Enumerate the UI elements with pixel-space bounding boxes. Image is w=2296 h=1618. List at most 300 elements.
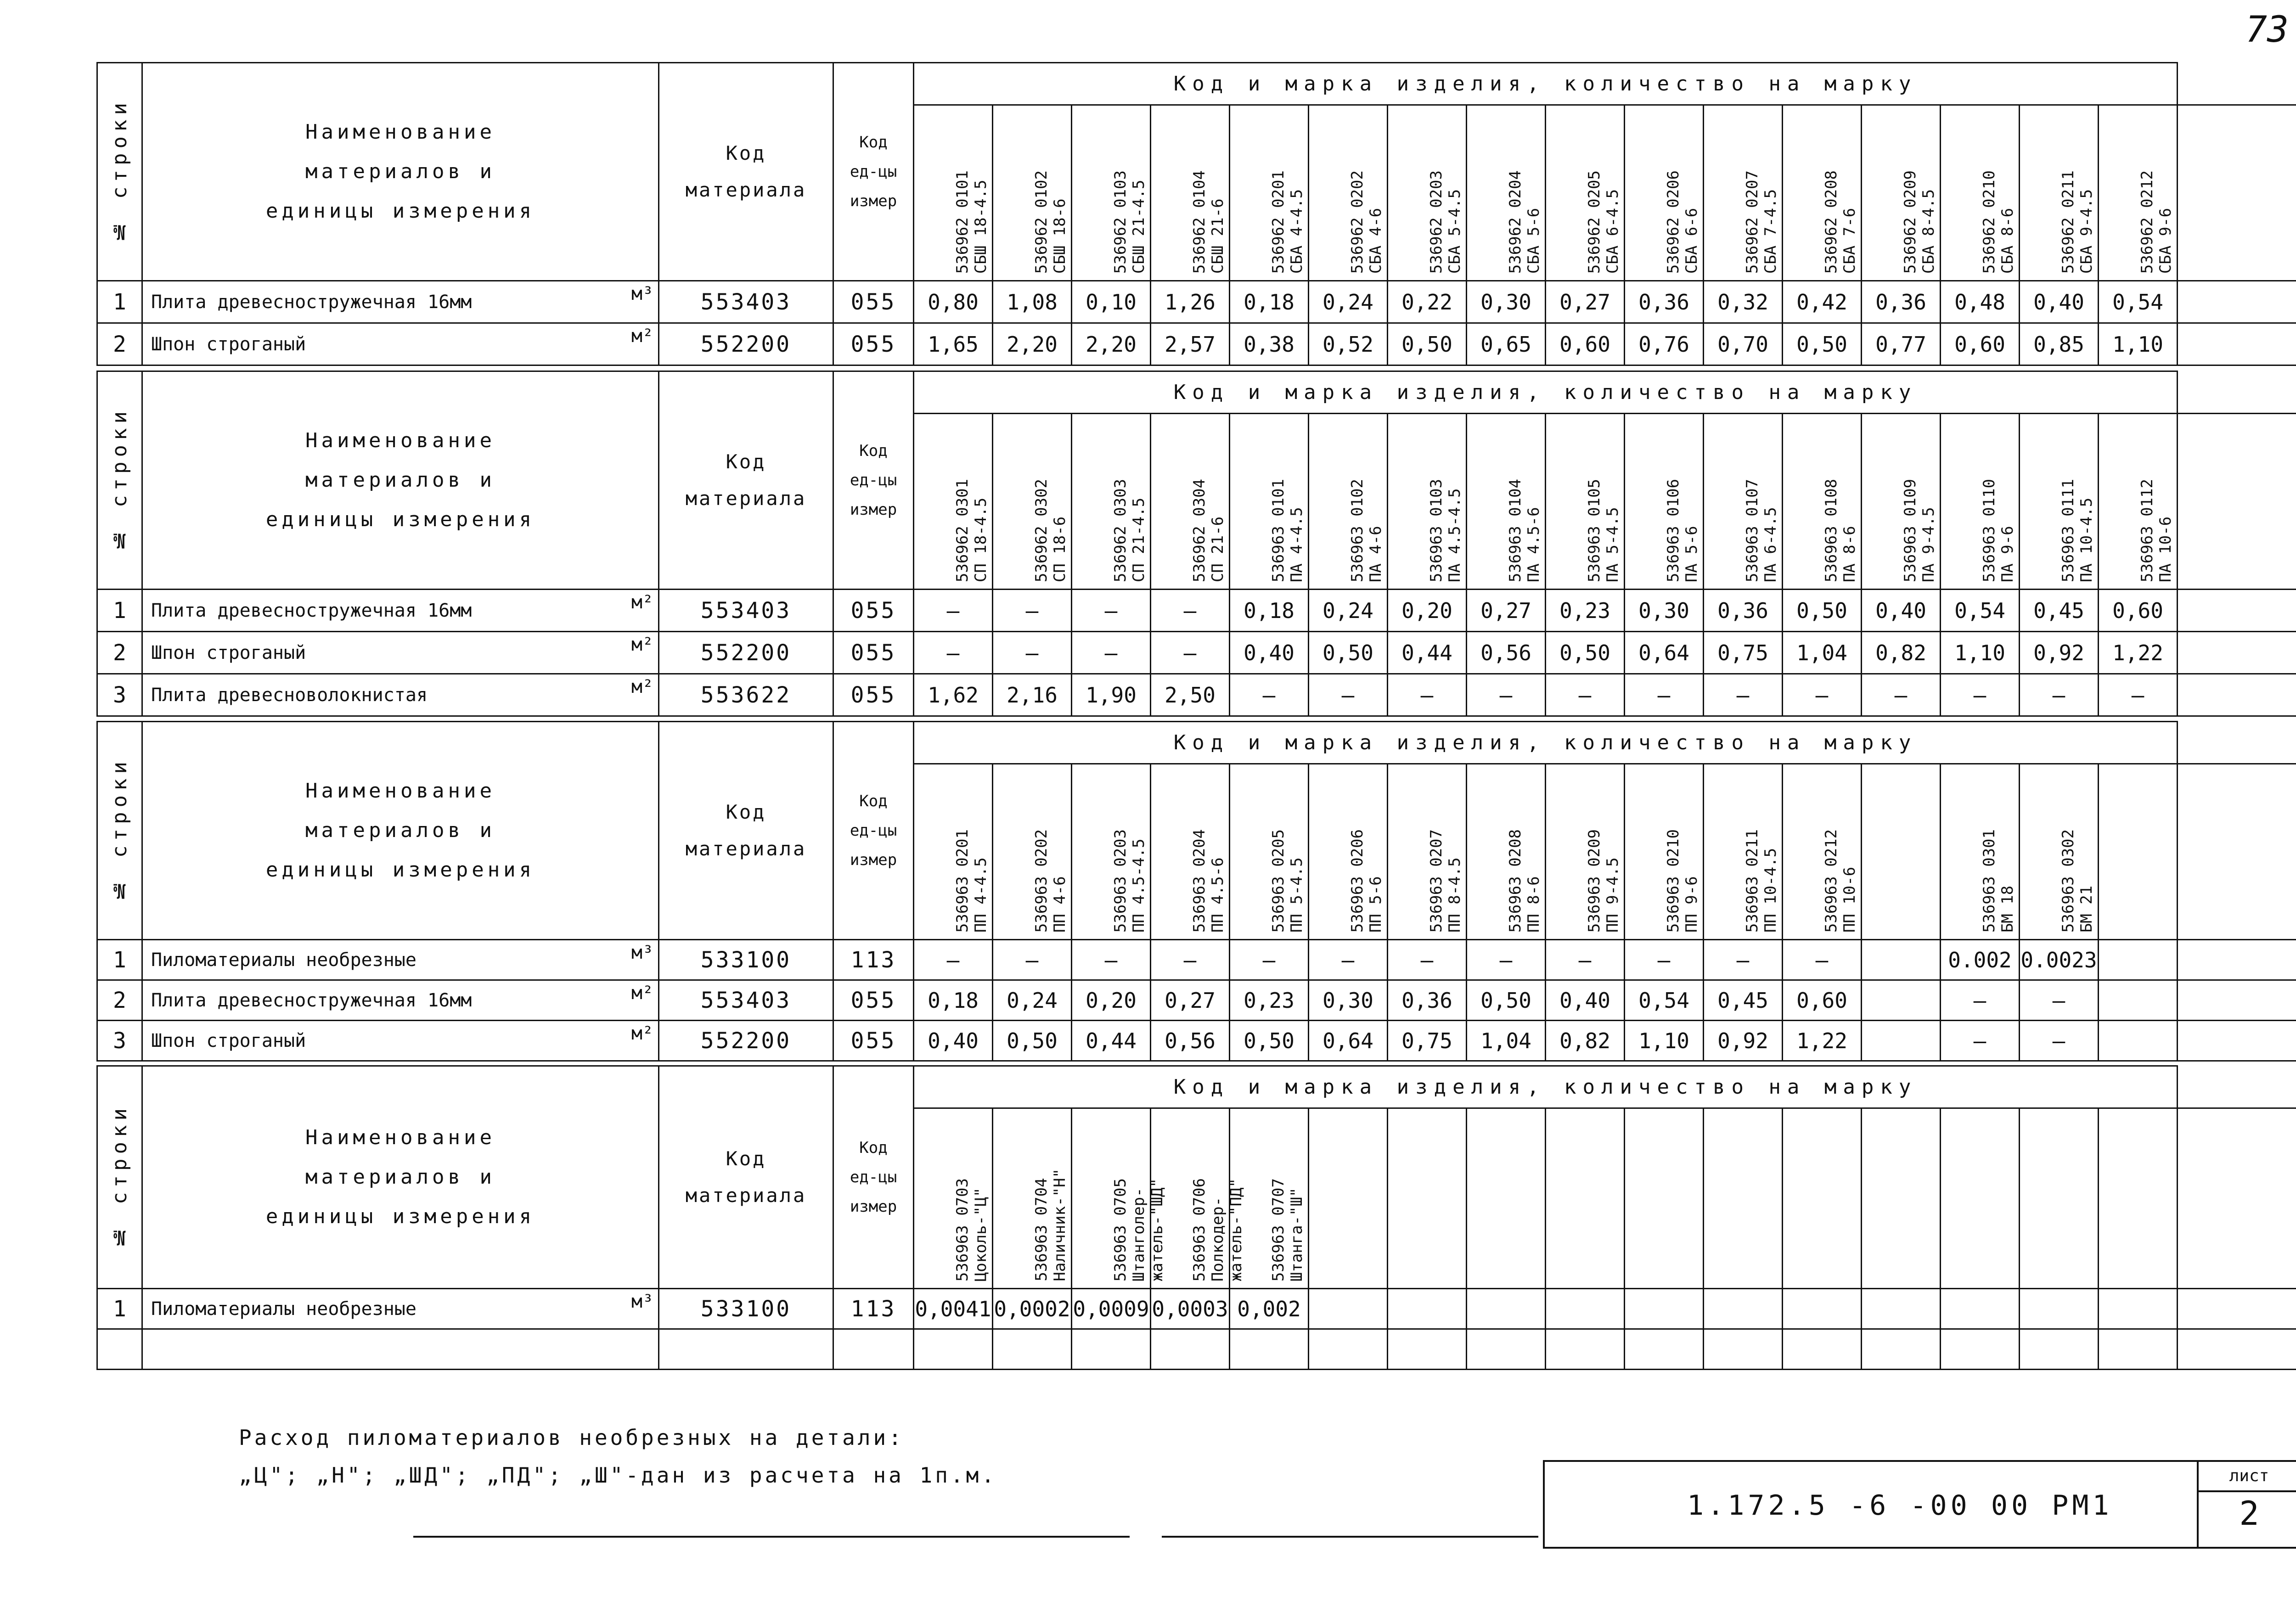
- product-code-label: 536962 0208 СБА 7-6: [1822, 170, 1859, 274]
- material-code-header-line: материала: [685, 837, 807, 860]
- quantity-cell: 0,50: [1388, 323, 1467, 365]
- product-header-cell: [1467, 1108, 1546, 1289]
- material-name-header-line: Наименование: [305, 429, 495, 452]
- unit-code-header: [833, 1066, 914, 1289]
- quantity-cell: —: [2020, 980, 2099, 1021]
- quantity-cell: [1783, 1329, 1862, 1370]
- material-code-header: [659, 371, 833, 590]
- unit-of-measure: м³: [631, 1291, 653, 1312]
- quantity-cell: 0,50: [1546, 632, 1625, 674]
- product-header: [1151, 764, 1229, 939]
- material-name: [142, 980, 659, 1021]
- product-header: [993, 764, 1071, 939]
- unit-code-header-line: Код: [859, 442, 888, 460]
- quantity-cell: [2099, 940, 2178, 980]
- product-header: [1072, 1109, 1166, 1288]
- quantity-cell: 0,20: [1388, 590, 1467, 632]
- quantity-cell: 0,45: [1704, 980, 1783, 1021]
- document-code: 1.172.5 -6 -00 00 РМ1: [1687, 1489, 2113, 1522]
- quantity-cell: —: [1072, 590, 1151, 632]
- quantity-cell: —: [1862, 674, 1941, 716]
- material-name-header-line: материалов и: [305, 1165, 495, 1189]
- row-extra-cell: [2178, 632, 2296, 674]
- quantity-cell: 0,40: [1862, 590, 1941, 632]
- material-code-header-line: материала: [685, 1184, 807, 1207]
- unit-code: 055: [833, 674, 914, 716]
- product-code-label: 536962 0301 СП 18-4.5: [953, 478, 990, 582]
- product-header-cell: [2020, 1108, 2099, 1289]
- product-code-label: 536963 0705 Штанголер- жатель-"ШД": [1111, 1178, 1166, 1281]
- unit-code-header-line: измер: [850, 851, 897, 869]
- unit-of-measure: м²: [631, 676, 653, 697]
- product-header: [1625, 106, 1703, 280]
- row-extra-cell: [2178, 1329, 2296, 1370]
- section-3-table: [96, 721, 2296, 1062]
- quantity-cell: [1388, 1329, 1467, 1370]
- product-header-cell: [1941, 764, 2020, 940]
- product-header-cell: [914, 105, 993, 281]
- quantity-cell: 1,90: [1072, 674, 1151, 716]
- unit-code: 055: [833, 632, 914, 674]
- product-header-cell: [914, 414, 993, 590]
- quantity-cell: —: [1941, 980, 2020, 1021]
- quantity-cell: 0,36: [1704, 590, 1783, 632]
- product-header-cell: [1783, 1108, 1862, 1289]
- material-name: [142, 323, 659, 365]
- unit-of-measure: м²: [631, 634, 653, 655]
- quantity-cell: [2099, 1289, 2178, 1329]
- product-header-cell: [914, 1108, 993, 1289]
- quantity-cell: —: [1151, 940, 1230, 980]
- product-header-cell: [1704, 105, 1783, 281]
- product-header: [2099, 106, 2177, 280]
- product-header-cell: [1309, 764, 1388, 940]
- product-code-label: 536963 0707 Штанга-"Ш": [1269, 1178, 1306, 1281]
- material-name: [142, 1329, 659, 1370]
- product-header: [2099, 414, 2177, 589]
- quantity-cell: —: [1783, 940, 1862, 980]
- product-header: [914, 106, 992, 280]
- material-name-header-line: материалов и: [305, 819, 495, 842]
- quantity-cell: 0,60: [1783, 980, 1862, 1021]
- product-code-label: 536963 0703 Цоколь-"Ц": [953, 1178, 990, 1281]
- row-number-label: № строки: [108, 757, 131, 903]
- quantity-cell: 0,75: [1388, 1021, 1467, 1061]
- quantity-cell: —: [2020, 674, 2099, 716]
- quantity-cell: —: [914, 632, 993, 674]
- product-header-cell: [1783, 764, 1862, 940]
- quantity-cell: —: [1151, 590, 1230, 632]
- quantity-cell: —: [1546, 674, 1625, 716]
- product-header: [1230, 414, 1308, 589]
- product-header-cell: [1862, 105, 1941, 281]
- product-header: [1783, 764, 1861, 939]
- quantity-cell: 1,22: [2099, 632, 2178, 674]
- product-header-extra: [2178, 105, 2296, 281]
- quantity-cell: 0,36: [1862, 281, 1941, 323]
- product-header-cell: [1151, 1108, 1245, 1289]
- material-name-text: Шпон строганый: [151, 642, 306, 663]
- quantity-cell: 0,45: [2020, 590, 2099, 632]
- quantity-cell: 0,10: [1072, 281, 1151, 323]
- unit-of-measure: м³: [631, 942, 653, 963]
- material-name-header: [142, 722, 659, 940]
- product-code-label: 536962 0205 СБА 6-4.5: [1585, 170, 1622, 274]
- material-name-text: Шпон строганый: [151, 333, 306, 355]
- quantity-cell: 0.0023: [2020, 940, 2099, 980]
- product-header: [1783, 414, 1861, 589]
- product-header: [1941, 764, 2019, 939]
- product-code-label: 536962 0210 СБА 8-6: [1980, 170, 2017, 274]
- product-header: [1704, 414, 1782, 589]
- unit-code: 055: [833, 1021, 914, 1061]
- row-extra-cell: [2178, 590, 2296, 632]
- product-header: [1467, 106, 1545, 280]
- quantity-cell: [1388, 1289, 1467, 1329]
- quantity-cell: 0,50: [1467, 980, 1546, 1021]
- section-title: Код и марка изделия, количество на марку: [914, 371, 2178, 414]
- quantity-cell: 0,80: [914, 281, 993, 323]
- quantity-cell: 1,62: [914, 674, 993, 716]
- quantity-cell: 0,18: [914, 980, 993, 1021]
- quantity-cell: 0,40: [1546, 980, 1625, 1021]
- material-name-header-line: единицы измерения: [265, 199, 535, 223]
- product-header: [2099, 764, 2177, 939]
- quantity-cell: 2,20: [993, 323, 1072, 365]
- material-code-header: [659, 1066, 833, 1289]
- product-code-label: 536962 0102 СБШ 18-6: [1032, 170, 1069, 274]
- row-extra-cell: [2178, 980, 2296, 1021]
- product-header-cell: [1388, 414, 1467, 590]
- section-title: Код и марка изделия, количество на марку: [914, 722, 2178, 764]
- quantity-cell: [1467, 1289, 1546, 1329]
- unit-code-header-line: ед-цы: [850, 471, 897, 489]
- quantity-cell: [1862, 1289, 1941, 1329]
- quantity-cell: 0,24: [1309, 281, 1388, 323]
- product-header-cell: [914, 764, 993, 940]
- material-name-text: Плита древесноволокнистая: [151, 684, 428, 706]
- product-header-cell: [1783, 414, 1862, 590]
- product-header: [1625, 764, 1703, 939]
- product-code-label: 536963 0112 ПА 10-6: [2138, 478, 2175, 582]
- product-code-label: 536963 0210 ПП 9-6: [1664, 829, 1701, 933]
- product-code-label: 536962 0104 СБШ 21-6: [1190, 170, 1227, 274]
- product-header: [1072, 106, 1150, 280]
- product-header-cell: [1546, 414, 1625, 590]
- product-header-cell: [2020, 105, 2099, 281]
- quantity-cell: 0,32: [1704, 281, 1783, 323]
- product-header: [1546, 414, 1624, 589]
- quantity-cell: —: [1230, 940, 1309, 980]
- quantity-cell: 0,92: [1704, 1021, 1783, 1061]
- material-name-header-line: единицы измерения: [265, 858, 535, 882]
- product-code-label: 536963 0211 ПП 10-4.5: [1743, 829, 1780, 933]
- product-header-cell: [993, 1108, 1072, 1289]
- unit-code-header-line: измер: [850, 1197, 897, 1216]
- quantity-cell: 1,10: [1941, 632, 2020, 674]
- product-header: [2020, 1109, 2098, 1288]
- product-code-label: 536963 0212 ПП 10-6: [1822, 829, 1859, 933]
- quantity-cell: —: [1388, 940, 1467, 980]
- product-header-cell: [1862, 1108, 1941, 1289]
- quantity-cell: —: [1704, 940, 1783, 980]
- unit-code-header-line: ед-цы: [850, 821, 897, 840]
- quantity-cell: —: [914, 940, 993, 980]
- row-extra-cell: [2178, 1289, 2296, 1329]
- quantity-cell: [2099, 1021, 2178, 1061]
- product-header: [1625, 1109, 1703, 1288]
- row-extra-cell: [2178, 674, 2296, 716]
- material-code: 553403: [659, 281, 833, 323]
- quantity-cell: [1941, 1329, 2020, 1370]
- section-spacer: [2178, 722, 2296, 764]
- row-number-header: [97, 1066, 142, 1289]
- row-number-label: № строки: [108, 406, 131, 552]
- section-1-table: [96, 62, 2296, 366]
- product-header-cell: [1862, 414, 1941, 590]
- material-name-header: [142, 1066, 659, 1289]
- section-title: Код и марка изделия, количество на марку: [914, 1066, 2178, 1108]
- row-number-label: № строки: [108, 1103, 131, 1249]
- row-extra-cell: [2178, 323, 2296, 365]
- quantity-cell: —: [1072, 940, 1151, 980]
- material-code-header-line: Код: [726, 450, 766, 473]
- quantity-cell: 0,40: [914, 1021, 993, 1061]
- material-name: [142, 940, 659, 980]
- row-number-header: [97, 63, 142, 281]
- quantity-cell: —: [1309, 674, 1388, 716]
- quantity-cell: —: [1625, 940, 1704, 980]
- quantity-cell: —: [2020, 1021, 2099, 1061]
- quantity-cell: 1,26: [1151, 281, 1230, 323]
- product-header: [1862, 764, 1940, 939]
- material-code: 552200: [659, 632, 833, 674]
- product-header-cell: [1546, 1108, 1625, 1289]
- material-name-header: [142, 371, 659, 590]
- quantity-cell: 1,65: [914, 323, 993, 365]
- product-code-label: 536962 0204 СБА 5-6: [1506, 170, 1543, 274]
- row-number-header: [97, 371, 142, 590]
- product-header: [1388, 414, 1466, 589]
- unit-code-header-line: ед-цы: [850, 1168, 897, 1186]
- product-header: [1151, 414, 1229, 589]
- row-number: 3: [97, 1021, 142, 1061]
- product-header: [1625, 414, 1703, 589]
- quantity-cell: [914, 1329, 993, 1370]
- material-code-header: [659, 722, 833, 940]
- product-header: [1467, 414, 1545, 589]
- unit-code-header-line: Код: [859, 133, 888, 152]
- material-code: 553622: [659, 674, 833, 716]
- material-name-header-line: единицы измерения: [265, 508, 535, 531]
- quantity-cell: 0,0009: [1072, 1289, 1151, 1329]
- unit-code: 055: [833, 590, 914, 632]
- unit-code-header-line: Код: [859, 792, 888, 810]
- product-header-cell: [1230, 764, 1309, 940]
- product-header: [1546, 764, 1624, 939]
- product-code-label: 536962 0101 СБШ 18-4.5: [953, 170, 990, 274]
- product-code-label: 536962 0304 СП 21-6: [1190, 478, 1227, 582]
- quantity-cell: 0,85: [2020, 323, 2099, 365]
- quantity-cell: [1862, 980, 1941, 1021]
- product-header-cell: [1704, 764, 1783, 940]
- product-header: [993, 1109, 1071, 1288]
- quantity-cell: —: [2099, 674, 2178, 716]
- quantity-cell: 2,20: [1072, 323, 1151, 365]
- quantity-cell: —: [1704, 674, 1783, 716]
- quantity-cell: 0,44: [1388, 632, 1467, 674]
- quantity-cell: 0,27: [1151, 980, 1230, 1021]
- product-header: [914, 1109, 992, 1288]
- unit-of-measure: м²: [631, 983, 653, 1004]
- product-header-cell: [2020, 764, 2099, 940]
- product-header: [993, 414, 1071, 589]
- quantity-cell: 0,48: [1941, 281, 2020, 323]
- product-header-cell: [1309, 1108, 1388, 1289]
- product-code-label: 536963 0202 ПП 4-6: [1032, 829, 1069, 933]
- sheet-label: лист: [2199, 1462, 2296, 1492]
- product-code-label: 536963 0102 ПА 4-6: [1348, 478, 1385, 582]
- row-number: 1: [97, 281, 142, 323]
- product-header: [1467, 1109, 1545, 1288]
- quantity-cell: 0,56: [1151, 1021, 1230, 1061]
- section-spacer: [2178, 1066, 2296, 1108]
- quantity-cell: 0,27: [1467, 590, 1546, 632]
- product-header-cell: [1230, 414, 1309, 590]
- material-name-header-line: материалов и: [305, 468, 495, 492]
- product-header-cell: [993, 414, 1072, 590]
- sheet-number: 73: [2245, 9, 2289, 51]
- quantity-cell: —: [1388, 674, 1467, 716]
- quantity-cell: [1862, 1021, 1941, 1061]
- product-header: [2020, 414, 2098, 589]
- quantity-cell: [2099, 980, 2178, 1021]
- product-header: [914, 414, 992, 589]
- product-header: [1467, 764, 1545, 939]
- quantity-cell: 0,75: [1704, 632, 1783, 674]
- title-block: [1543, 1460, 2296, 1549]
- quantity-cell: 0,52: [1309, 323, 1388, 365]
- material-name-header-line: Наименование: [305, 779, 495, 803]
- quantity-cell: —: [1467, 940, 1546, 980]
- quantity-cell: [1704, 1329, 1783, 1370]
- material-code: 533100: [659, 1289, 833, 1329]
- product-header-cell: [1388, 105, 1467, 281]
- quantity-cell: 0,64: [1625, 632, 1704, 674]
- quantity-cell: —: [1072, 632, 1151, 674]
- material-name-header: [142, 63, 659, 281]
- product-header-cell: [1388, 1108, 1467, 1289]
- quantity-cell: 0,60: [2099, 590, 2178, 632]
- row-number-header: [97, 722, 142, 940]
- material-name: [142, 1289, 659, 1329]
- product-header-cell: [1309, 105, 1388, 281]
- product-code-label: 536962 0303 СП 21-4.5: [1111, 478, 1148, 582]
- material-name: [142, 590, 659, 632]
- material-name-text: Пиломатериалы необрезные: [151, 949, 416, 971]
- product-header: [993, 106, 1071, 280]
- quantity-cell: 1,08: [993, 281, 1072, 323]
- row-number: [97, 1329, 142, 1370]
- product-code-label: 536963 0105 ПА 5-4.5: [1585, 478, 1622, 582]
- unit-code-header-line: измер: [850, 500, 897, 519]
- quantity-cell: 0,54: [1941, 590, 2020, 632]
- quantity-cell: 0,56: [1467, 632, 1546, 674]
- product-header-cell: [1388, 764, 1467, 940]
- quantity-cell: [1625, 1289, 1704, 1329]
- quantity-cell: [1546, 1289, 1625, 1329]
- material-code-header-line: материала: [685, 179, 807, 201]
- product-header-cell: [1467, 105, 1546, 281]
- unit-code-header-line: Код: [859, 1139, 888, 1157]
- quantity-cell: [1309, 1329, 1388, 1370]
- signature-line-1: [413, 1536, 1130, 1538]
- row-extra-cell: [2178, 1021, 2296, 1061]
- product-header-cell: [1941, 1108, 2020, 1289]
- unit-code-header-line: ед-цы: [850, 163, 897, 181]
- quantity-cell: [1783, 1289, 1862, 1329]
- product-code-label: 536963 0101 ПА 4-4.5: [1269, 478, 1306, 582]
- section-title: Код и марка изделия, количество на марку: [914, 63, 2178, 105]
- product-code-label: 536963 0208 ПП 8-6: [1506, 829, 1543, 933]
- product-code-label: 536963 0201 ПП 4-4.5: [953, 829, 990, 933]
- product-header: [1546, 106, 1624, 280]
- quantity-cell: 0,38: [1230, 323, 1309, 365]
- product-header: [1546, 1109, 1624, 1288]
- quantity-cell: 0,50: [993, 1021, 1072, 1061]
- sheet-value: 2: [2239, 1494, 2259, 1533]
- product-header-cell: [1704, 1108, 1783, 1289]
- quantity-cell: —: [1151, 632, 1230, 674]
- product-header: [1941, 106, 2019, 280]
- product-header-cell: [1230, 1108, 1309, 1289]
- product-code-label: 536963 0108 ПА 8-6: [1822, 478, 1859, 582]
- footnote: [239, 1419, 997, 1494]
- quantity-cell: 0,0003: [1151, 1289, 1230, 1329]
- unit-code: 055: [833, 281, 914, 323]
- quantity-cell: 0,30: [1467, 281, 1546, 323]
- product-code-label: 536962 0212 СБА 9-6: [2138, 170, 2175, 274]
- quantity-cell: —: [993, 940, 1072, 980]
- product-header-cell: [2020, 414, 2099, 590]
- product-header: [914, 764, 992, 939]
- product-header: [2020, 106, 2098, 280]
- product-header: [1072, 414, 1150, 589]
- quantity-cell: 0,50: [1230, 1021, 1309, 1061]
- row-number: 1: [97, 940, 142, 980]
- product-header: [2020, 764, 2098, 939]
- material-code: 552200: [659, 323, 833, 365]
- product-header-cell: [1467, 764, 1546, 940]
- product-header-cell: [1151, 764, 1230, 940]
- product-code-label: 536963 0106 ПА 5-6: [1664, 478, 1701, 582]
- quantity-cell: 0,23: [1546, 590, 1625, 632]
- product-header: [1388, 764, 1466, 939]
- quantity-cell: 1,10: [1625, 1021, 1704, 1061]
- quantity-cell: 0,42: [1783, 281, 1862, 323]
- section-spacer: [2178, 371, 2296, 414]
- product-header: [1704, 1109, 1782, 1288]
- quantity-cell: 0,36: [1625, 281, 1704, 323]
- product-header: [1309, 414, 1387, 589]
- product-header: [1862, 1109, 1940, 1288]
- unit-code-header: [833, 722, 914, 940]
- quantity-cell: —: [1783, 674, 1862, 716]
- quantity-cell: —: [993, 632, 1072, 674]
- product-header-cell: [1151, 414, 1230, 590]
- quantity-cell: —: [1546, 940, 1625, 980]
- product-code-label: 536962 0206 СБА 6-6: [1664, 170, 1701, 274]
